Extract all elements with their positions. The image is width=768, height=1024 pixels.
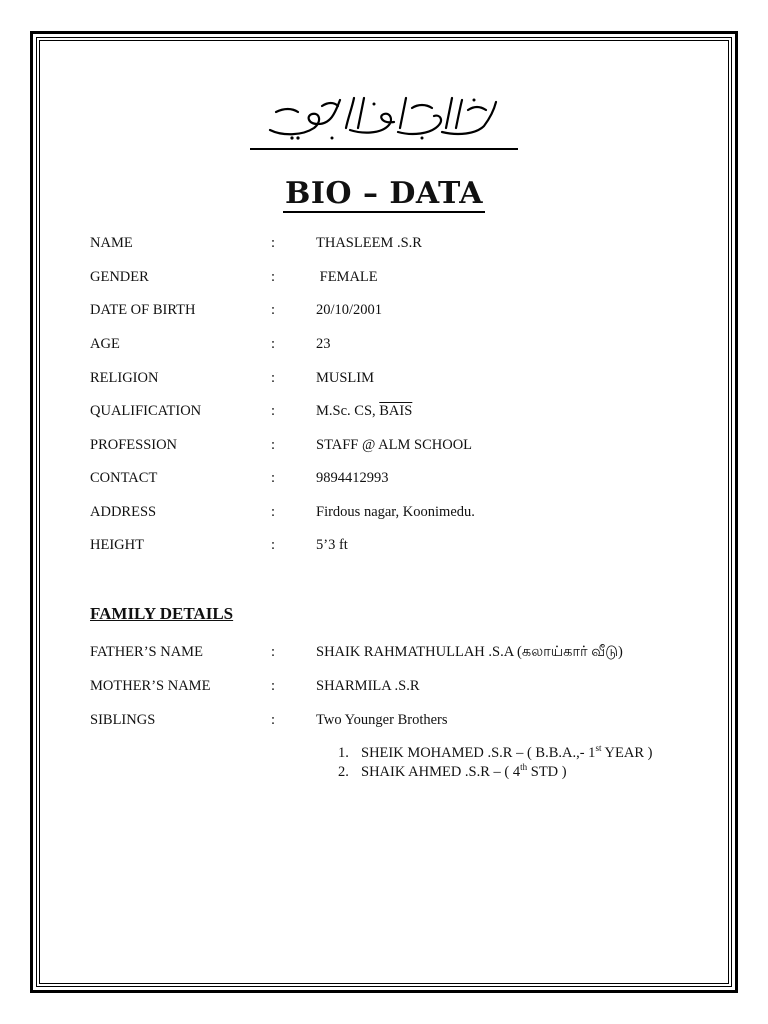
qualification-degree: M.Sc. CS, bbox=[316, 403, 380, 419]
row-colon: : bbox=[271, 644, 276, 660]
row-value: 5’3 ft bbox=[316, 537, 348, 553]
row-value: Firdous nagar, Koonimedu. bbox=[316, 504, 475, 520]
row-label: PROFESSION bbox=[90, 437, 178, 453]
row-label: QUALIFICATION bbox=[90, 403, 202, 419]
sibling-text-end: YEAR ) bbox=[601, 745, 653, 761]
row-colon: : bbox=[271, 712, 276, 728]
row-value: SHAIK RAHMATHULLAH .S.A (கலாய்கார் வீடு) bbox=[316, 644, 623, 660]
row-colon: : bbox=[271, 437, 276, 453]
row-colon: : bbox=[271, 235, 276, 251]
row-value: MUSLIM bbox=[316, 370, 375, 386]
row-value: Two Younger Brothers bbox=[316, 712, 448, 728]
sibling-text: SHEIK MOHAMED .S.R – ( B.B.A.,- 1 bbox=[361, 745, 596, 761]
row-label: GENDER bbox=[90, 269, 149, 285]
list-number: 2. bbox=[338, 764, 349, 780]
siblings-list bbox=[338, 744, 652, 782]
sibling-text: SHAIK AHMED .S.R – ( 4 bbox=[361, 764, 521, 780]
row-colon: : bbox=[271, 504, 276, 520]
row-colon: : bbox=[271, 336, 276, 352]
row-colon: : bbox=[271, 370, 276, 386]
row-value: FEMALE bbox=[316, 269, 378, 285]
row-colon: : bbox=[271, 302, 276, 318]
bismillah-underline bbox=[250, 148, 518, 150]
row-value: THASLEEM .S.R bbox=[316, 235, 422, 251]
row-value: 23 bbox=[316, 336, 331, 352]
row-colon: : bbox=[271, 470, 276, 486]
row-label: ADDRESS bbox=[90, 504, 157, 520]
row-value: 20/10/2001 bbox=[316, 302, 383, 318]
sibling-text-end: STD ) bbox=[527, 764, 567, 780]
row-value: 9894412993 bbox=[316, 470, 389, 486]
ordinal-suffix: th bbox=[520, 762, 528, 773]
row-label: FATHER’S NAME bbox=[90, 644, 203, 660]
list-item bbox=[338, 763, 652, 782]
row-value: STAFF @ ALM SCHOOL bbox=[316, 437, 473, 453]
row-colon: : bbox=[271, 678, 276, 694]
row-colon: : bbox=[271, 269, 276, 285]
row-label: CONTACT bbox=[90, 470, 158, 486]
row-label: HEIGHT bbox=[90, 537, 144, 553]
row-value bbox=[316, 401, 412, 421]
bismillah-calligraphy bbox=[262, 92, 504, 142]
row-label: NAME bbox=[90, 235, 133, 251]
row-colon: : bbox=[271, 537, 276, 553]
row-colon: : bbox=[271, 403, 276, 419]
list-item bbox=[338, 744, 652, 763]
row-label: MOTHER’S NAME bbox=[90, 678, 211, 694]
row-label: AGE bbox=[90, 336, 120, 352]
qualification-specialization: BAIS bbox=[379, 403, 413, 419]
row-value: SHARMILA .S.R bbox=[316, 678, 420, 694]
page-title: BIO – DATA bbox=[284, 176, 484, 211]
ordinal-suffix: st bbox=[595, 743, 602, 754]
row-label: RELIGION bbox=[90, 370, 159, 386]
family-details-heading: FAMILY DETAILS bbox=[90, 604, 234, 623]
row-label: SIBLINGS bbox=[90, 712, 156, 728]
row-label: DATE OF BIRTH bbox=[90, 302, 196, 318]
list-number: 1. bbox=[338, 745, 349, 761]
